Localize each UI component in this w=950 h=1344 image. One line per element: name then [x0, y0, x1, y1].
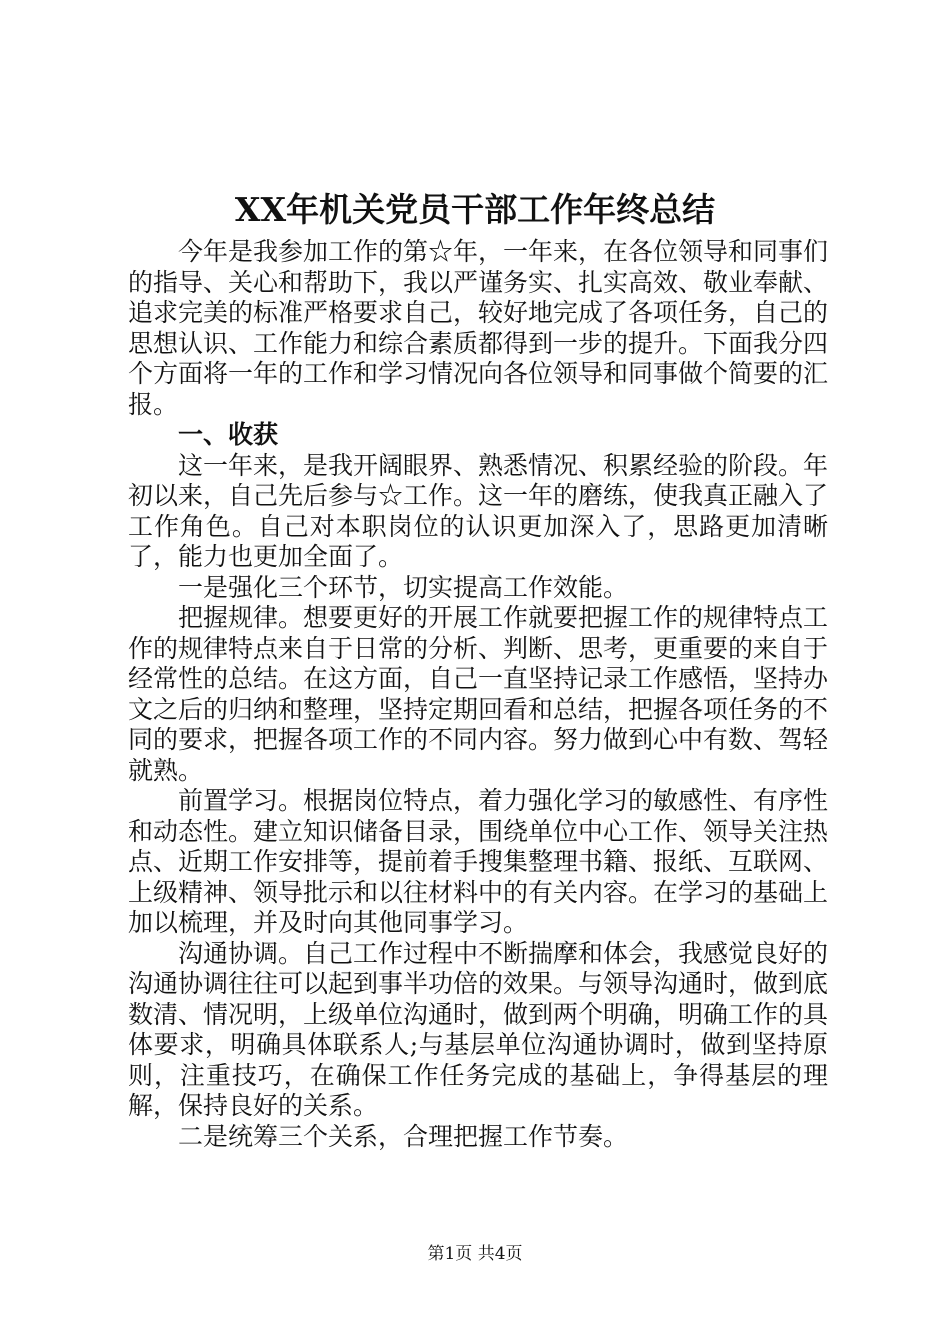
paragraph-year-review: 这一年来，是我开阔眼界、熟悉情况、积累经验的阶段。年初以来，自己先后参与☆工作。这一年的磨练，使我真正融入了工作角色。自己对本职岗位的认识更加深入了，思路更加清晰了，能力也更加全面了。: [128, 450, 829, 571]
paragraph-communication: 沟通协调。自己工作过程中不断揣摩和体会，我感觉良好的沟通协调往往可以起到事半功倍的效果。与领导沟通时，做到底数清、情况明，上级单位沟通时，做到两个明确，明确工作的具体要求，明确具体联系人;与基层单位沟通协调时，做到坚持原则，注重技巧，在确保工作任务完成的基础上，争得基层的理解，保持良好的关系。: [128, 938, 829, 1120]
paragraph-grasp-rules: 把握规律。想要更好的开展工作就要把握工作的规律特点工作的规律特点来自于日常的分析、判断、思考，更重要的来自于经常性的总结。在这方面，自己一直坚持记录工作感悟，坚持办文之后的归纳和整理，坚持定期回看和总结，把握各项任务的不同的要求，把握各项工作的不同内容。努力做到心中有数、驾轻就熟。: [128, 603, 829, 785]
paragraph-point-two: 二是统筹三个关系，合理把握工作节奏。: [178, 1121, 629, 1151]
document-body: [128, 237, 828, 1152]
page-number-footer: 第1页 共4页: [427, 1244, 523, 1264]
paragraph-intro: 今年是我参加工作的第☆年，一年来，在各位领导和同事们的指导、关心和帮助下，我以严谨务实、扎实高效、敬业奉献、追求完美的标准严格要求自己，较好地完成了各项任务，自己的思想认识、工作能力和综合素质都得到一步的提升。下面我分四个方面将一年的工作和学习情况向各位领导和同事做个简要的汇报。: [128, 237, 829, 419]
paragraph-point-one: 一是强化三个环节，切实提高工作效能。: [178, 572, 629, 602]
document-title: XX年机关党员干部工作年终总结: [234, 190, 716, 229]
section-heading-gains: 一、收获: [178, 420, 279, 449]
paragraph-pre-study: 前置学习。根据岗位特点，着力强化学习的敏感性、有序性和动态性。建立知识储备目录，围绕单位中心工作、领导关注热点、近期工作安排等，提前着手搜集整理书籍、报纸、互联网、上级精神、领导批示和以往材料中的有关内容。在学习的基础上加以梳理，并及时向其他同事学习。: [128, 786, 829, 937]
